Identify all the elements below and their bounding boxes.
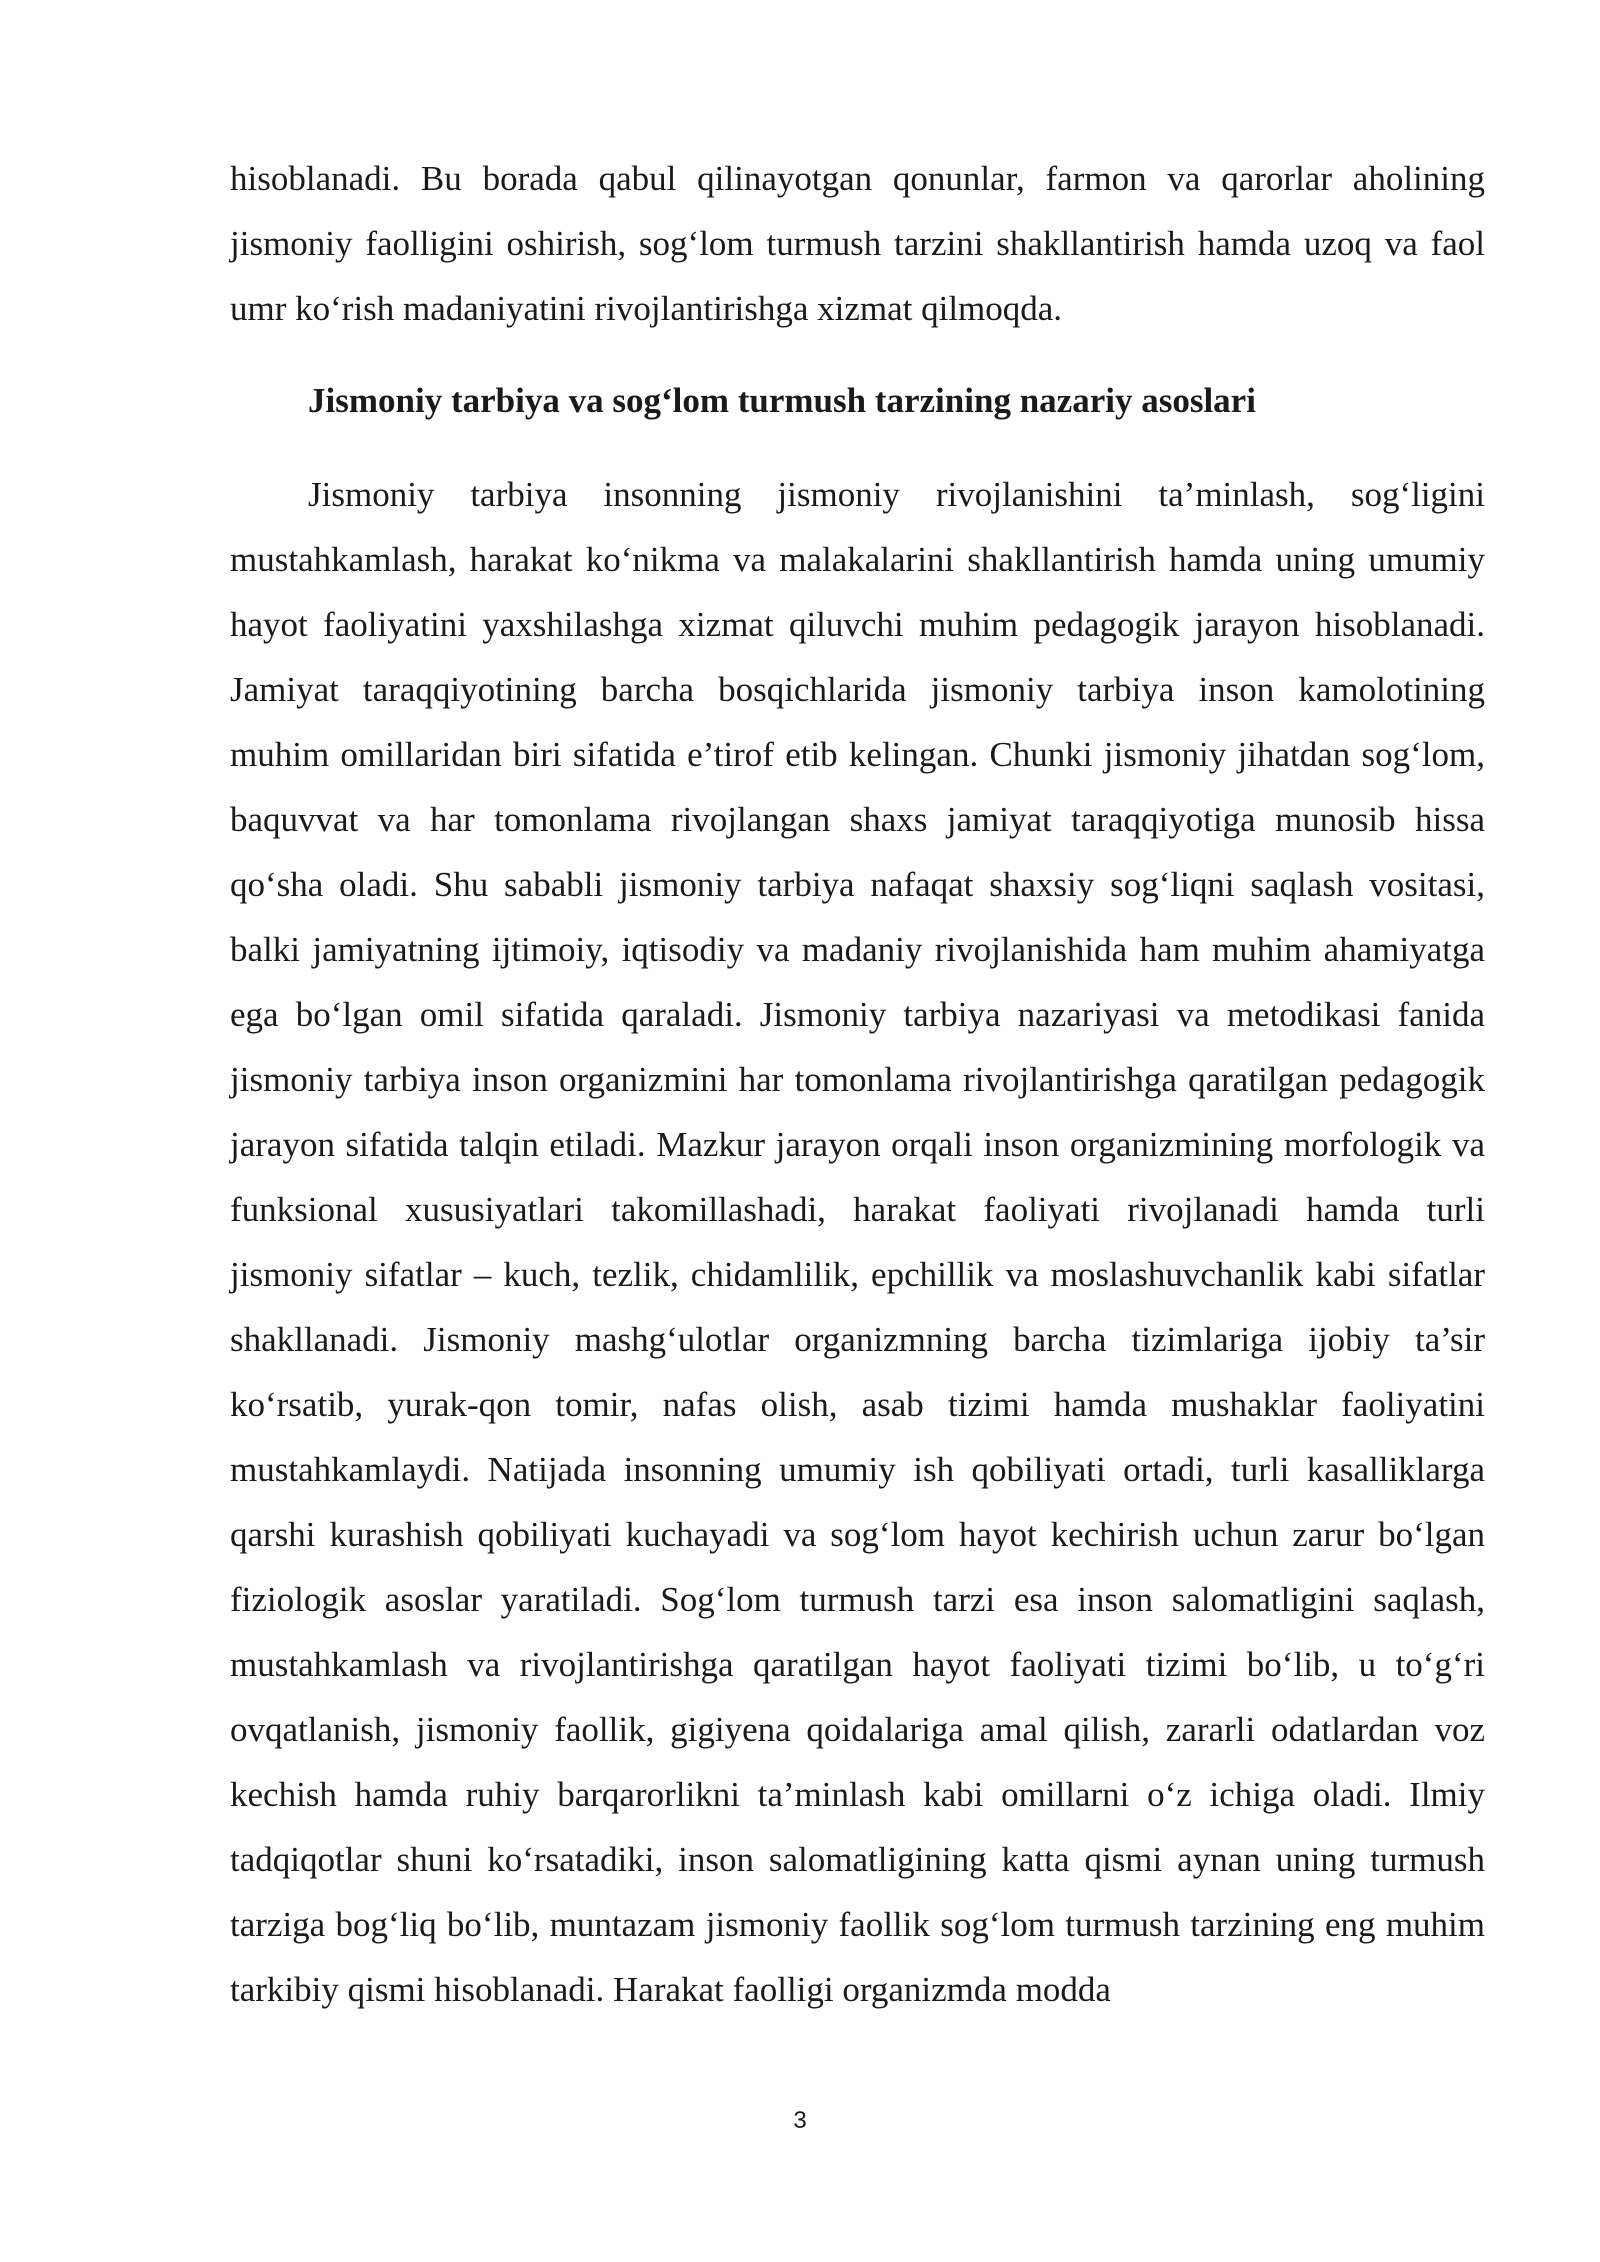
continuation-paragraph: hisoblanadi. Bu borada qabul qilinayotgan qonunlar, farmon va qarorlar aholining jismoniy faolligini oshirish, sog‘lom turmush tarzini shakllantirish hamda uzoq va faol umr ko‘rish madaniyatini rivojlantirishga xizmat qilmoqda.: [230, 159, 1485, 328]
page-number: 3: [793, 2107, 807, 2134]
document-page: [230, 146, 1485, 2022]
body-paragraph: Jismoniy tarbiya insonning jismoniy rivojlanishini ta’minlash, sog‘ligini mustahkamlash, harakat ko‘nikma va malakalarini shakllantirish hamda uning umumiy hayot faoliyatini yaxshilashga xizmat qiluvchi muhim pedagogik jarayon hisoblanadi. Jamiyat taraqqiyotining barcha bosqichlarida jismoniy tarbiya inson kamolotining muhim omillaridan biri sifatida e’tirof etib kelingan. Chunki jismoniy jihatdan sog‘lom, baquvvat va har tomonlama rivojlangan shaxs jamiyat taraqqiyotiga munosib hissa qo‘sha oladi. Shu sababli jismoniy tarbiya nafaqat shaxsiy sog‘liqni saqlash vositasi, balki jamiyatning ijtimoiy, iqtisodiy va madaniy rivojlanishida ham muhim ahamiyatga ega bo‘lgan omil sifatida qaraladi. Jismoniy tarbiya nazariyasi va metodikasi fanida jismoniy tarbiya inson organizmini har tomonlama rivojlantirishga qaratilgan pedagogik jarayon sifatida talqin etiladi. Mazkur jarayon orqali inson organizmining morfologik va funksional xususiyatlari takomillashadi, harakat faoliyati rivojlanadi hamda turli jismoniy sifatlar – kuch, tezlik, chidamlilik, epchillik va moslashuvchanlik kabi sifatlar shakllanadi. Jismoniy mashg‘ulotlar organizmning barcha tizimlariga ijobiy ta’sir ko‘rsatib, yurak-qon tomir, nafas olish, asab tizimi hamda mushaklar faoliyatini mustahkamlaydi. Natijada insonning umumiy ish qobiliyati ortadi, turli kasalliklarga qarshi kurashish qobiliyati kuchayadi va sog‘lom hayot kechirish uchun zarur bo‘lgan fiziologik asoslar yaratiladi. Sog‘lom turmush tarzi esa inson salomatligini saqlash, mustahkamlash va rivojlantirishga qaratilgan hayot faoliyati tizimi bo‘lib, u to‘g‘ri ovqatlanish, jismoniy faollik, gigiyena qoidalariga amal qilish, zararli odatlardan voz kechish hamda ruhiy barqarorlikni ta’minlash kabi omillarni o‘z ichiga oladi. Ilmiy tadqiqotlar shuni ko‘rsatadiki, inson salomatligining katta qismi aynan uning turmush tarziga bog‘liq bo‘lib, muntazam jismoniy faollik sog‘lom turmush tarzining eng muhim tarkibiy qismi hisoblanadi. Harakat faolligi organizmda modda: [230, 475, 1485, 2009]
section-heading: Jismoniy tarbiya va sog‘lom turmush tarzining nazariy asoslari: [308, 381, 1256, 420]
